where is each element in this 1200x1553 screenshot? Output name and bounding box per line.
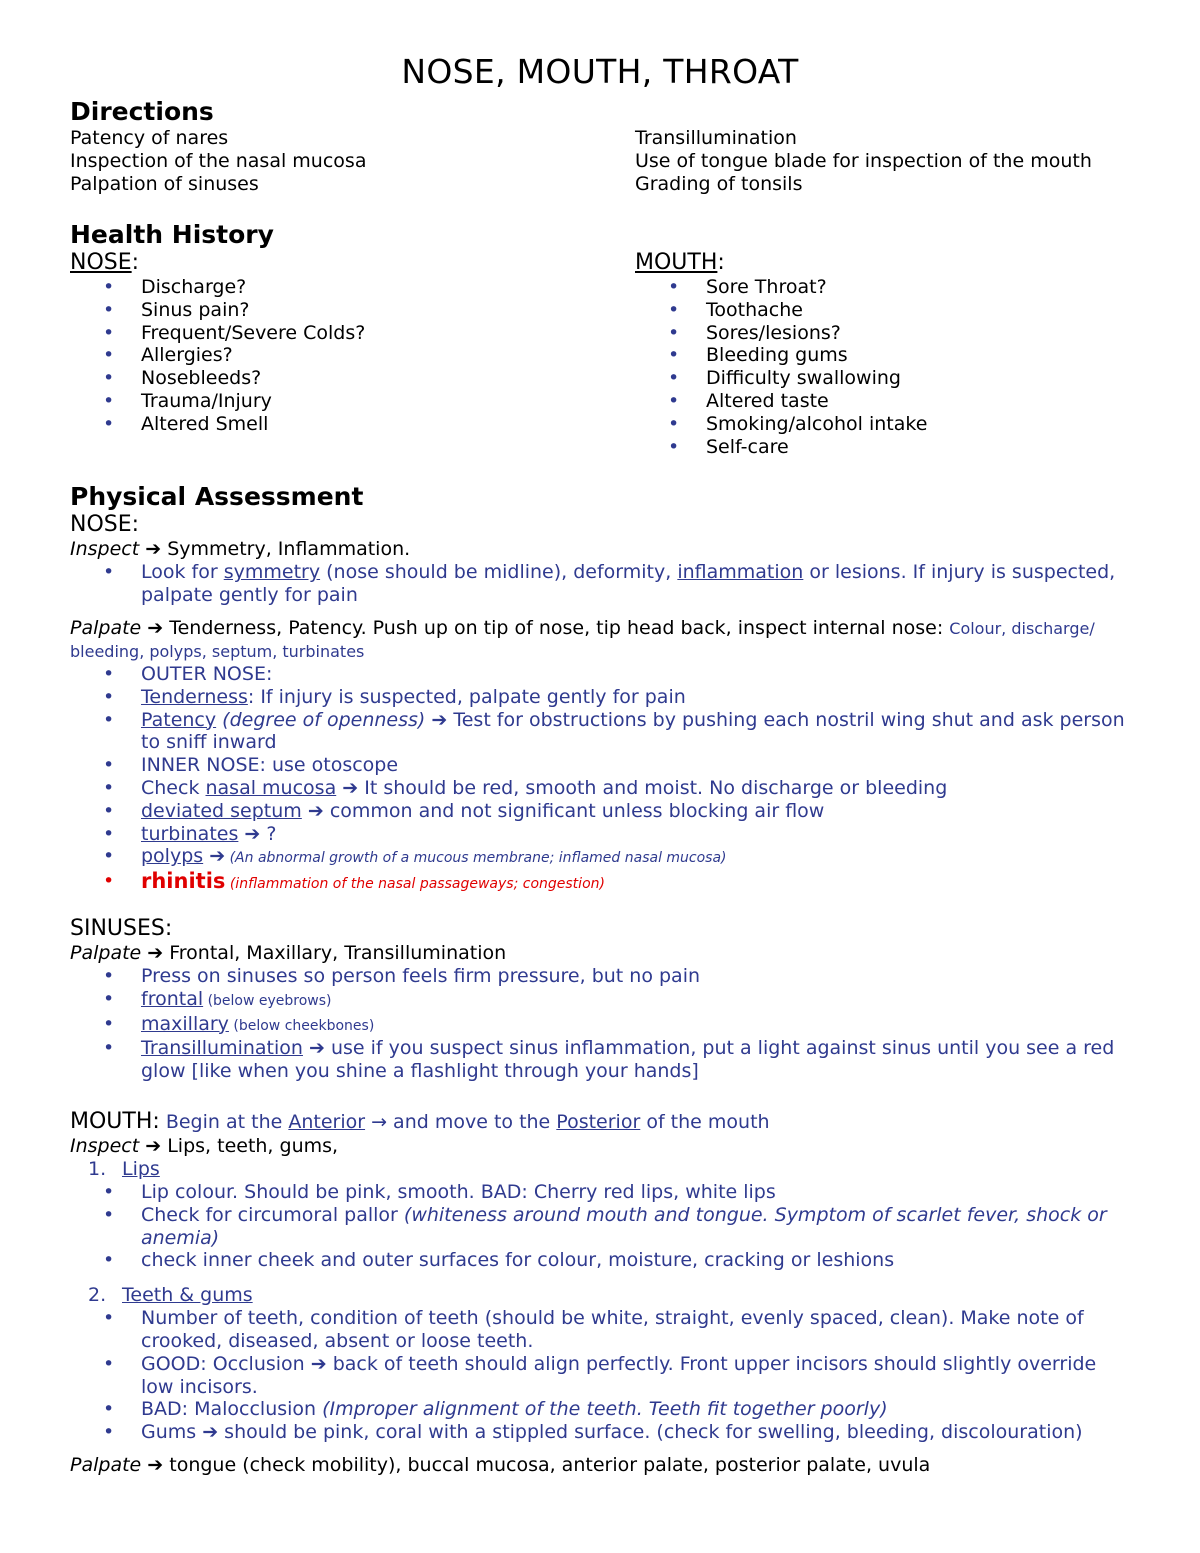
list-item: • rhinitis (inflammation of the nasal passageways; congestion) (70, 870, 1130, 896)
directions-right (635, 127, 1130, 196)
list-item: • Lip colour. Should be pink, smooth. BAD: Cherry red lips, white lips (70, 1181, 1130, 1204)
list-item: • Look for symmetry (nose should be midline), deformity, inflammation or lesions. If injury is suspected, palpate gently for pain (70, 561, 1130, 607)
list-item: • Check nasal mucosa ➔ It should be red, smooth and moist. No discharge or bleeding (70, 777, 1130, 800)
list-item: • polyps ➔ (An abnormal growth of a mucous membrane; inflamed nasal mucosa) (70, 845, 1130, 870)
sinuses-label: SINUSES: (70, 915, 173, 941)
list-item: • Number of teeth, condition of teeth (should be white, straight, evenly spaced, clean). Make note of crooked, diseased, absent or loose teeth. (70, 1307, 1130, 1353)
mouth-line: MOUTH: Begin at the Anterior → and move to the Posterior of the mouth (70, 1108, 770, 1134)
sinus-list (70, 965, 1130, 1083)
directions-columns (70, 127, 1130, 196)
inspect-line: Inspect ➔ Symmetry, Inflammation. (70, 538, 411, 561)
pa-nose-label: NOSE: (70, 512, 140, 538)
history-mouth: MOUTH: • Sore Throat? • Toothache • Sores/lesions? • Bleeding gums • Difficulty swallowing • Altered taste • Smoking/alcohol intake • Self-care (635, 250, 1130, 458)
final-palpate-line: Palpate ➔ tongue (check mobility), buccal mucosa, anterior palate, posterior palate, uvula (70, 1453, 931, 1476)
list-item: • Press on sinuses so person feels firm pressure, but no pain (70, 965, 1130, 988)
list-item: • Sinus pain? (70, 299, 635, 322)
direction-item: Inspection of the nasal mucosa (70, 150, 367, 172)
direction-item: Transillumination (635, 127, 797, 149)
history-nose-list (70, 276, 635, 436)
palpate-nose-list (70, 663, 1130, 896)
list-item: • Gums ➔ should be pink, coral with a stippled surface. (check for swelling, bleeding, discolouration) (70, 1421, 1130, 1444)
list-item: • turbinates ➔ ? (70, 823, 1130, 846)
list-item: • check inner cheek and outer surfaces for colour, moisture, cracking or leshions (70, 1249, 1130, 1272)
list-item: • deviated septum ➔ common and not significant unless blocking air flow (70, 800, 1130, 823)
list-item: • Bleeding gums (635, 344, 1130, 367)
lips-list (70, 1181, 1130, 1272)
list-item: • Difficulty swallowing (635, 367, 1130, 390)
list-item: • Patency (degree of openness) ➔ Test for obstructions by pushing each nostril wing shut and ask person to sniff inward (70, 709, 1130, 755)
list-item: • Trauma/Injury (70, 390, 635, 413)
list-item: • frontal (below eyebrows) (70, 988, 1130, 1013)
list-item: • Nosebleeds? (70, 367, 635, 390)
list-item: • Altered Smell (70, 413, 635, 436)
list-item: • maxillary (below cheekbones) (70, 1013, 1130, 1038)
list-item: • Altered taste (635, 390, 1130, 413)
physical-assessment-heading: Physical Assessment (70, 482, 364, 512)
list-item: • INNER NOSE: use otoscope (70, 754, 1130, 777)
directions-heading: Directions (70, 97, 214, 126)
palpate-line: Palpate ➔ Tenderness, Patency. Push up on tip of nose, tip head back, inspect internal nose: Colour, discharge/ bleeding, polyps, septum, turbinates (70, 616, 1095, 661)
list-item: • Frequent/Severe Colds? (70, 322, 635, 345)
teeth-heading: 2. Teeth & gums (88, 1284, 253, 1307)
list-item: • Check for circumoral pallor (whiteness around mouth and tongue. Symptom of scarlet fever, shock or anemia) (70, 1204, 1130, 1250)
list-item: • Tenderness: If injury is suspected, palpate gently for pain (70, 686, 1130, 709)
list-item: • Allergies? (70, 344, 635, 367)
teeth-list (70, 1307, 1130, 1444)
history-mouth-list (635, 276, 1130, 458)
list-item: • Transillumination ➔ use if you suspect sinus inflammation, put a light against sinus until you see a red glow [like when you shine a flashlight through your hands] (70, 1037, 1130, 1083)
history-nose: NOSE: • Discharge? • Sinus pain? • Frequent/Severe Colds? • Allergies? • Nosebleeds? • Trauma/Injury • Altered Smell (70, 250, 635, 458)
mouth-inspect-line: Inspect ➔ Lips, teeth, gums, (70, 1134, 339, 1157)
list-item: • Self-care (635, 436, 1130, 459)
directions-left (70, 127, 635, 196)
page-title: NOSE, MOUTH, THROAT (401, 52, 799, 91)
list-item: • Toothache (635, 299, 1130, 322)
history-columns (70, 250, 1130, 458)
direction-item: Use of tongue blade for inspection of the mouth (635, 150, 1092, 172)
history-nose-label: NOSE (70, 250, 132, 275)
history-mouth-label: MOUTH (635, 250, 718, 275)
list-item: • Discharge? (70, 276, 635, 299)
list-item: • BAD: Malocclusion (Improper alignment of the teeth. Teeth fit together poorly) (70, 1398, 1130, 1421)
lips-heading: 1. Lips (88, 1157, 160, 1180)
list-item: • Smoking/alcohol intake (635, 413, 1130, 436)
direction-item: Grading of tonsils (635, 173, 803, 195)
list-item: • GOOD: Occlusion ➔ back of teeth should align perfectly. Front upper incisors should slightly override low incisors. (70, 1353, 1130, 1399)
list-item: • Sores/lesions? (635, 322, 1130, 345)
direction-item: Patency of nares (70, 127, 229, 149)
inspect-list (70, 561, 1130, 607)
health-history-heading: Health History (70, 220, 274, 249)
list-item: • OUTER NOSE: (70, 663, 1130, 686)
list-item: • Sore Throat? (635, 276, 1130, 299)
document-page (70, 52, 1130, 1477)
sinus-palpate-line: Palpate ➔ Frontal, Maxillary, Transillumination (70, 941, 507, 964)
direction-item: Palpation of sinuses (70, 173, 259, 195)
